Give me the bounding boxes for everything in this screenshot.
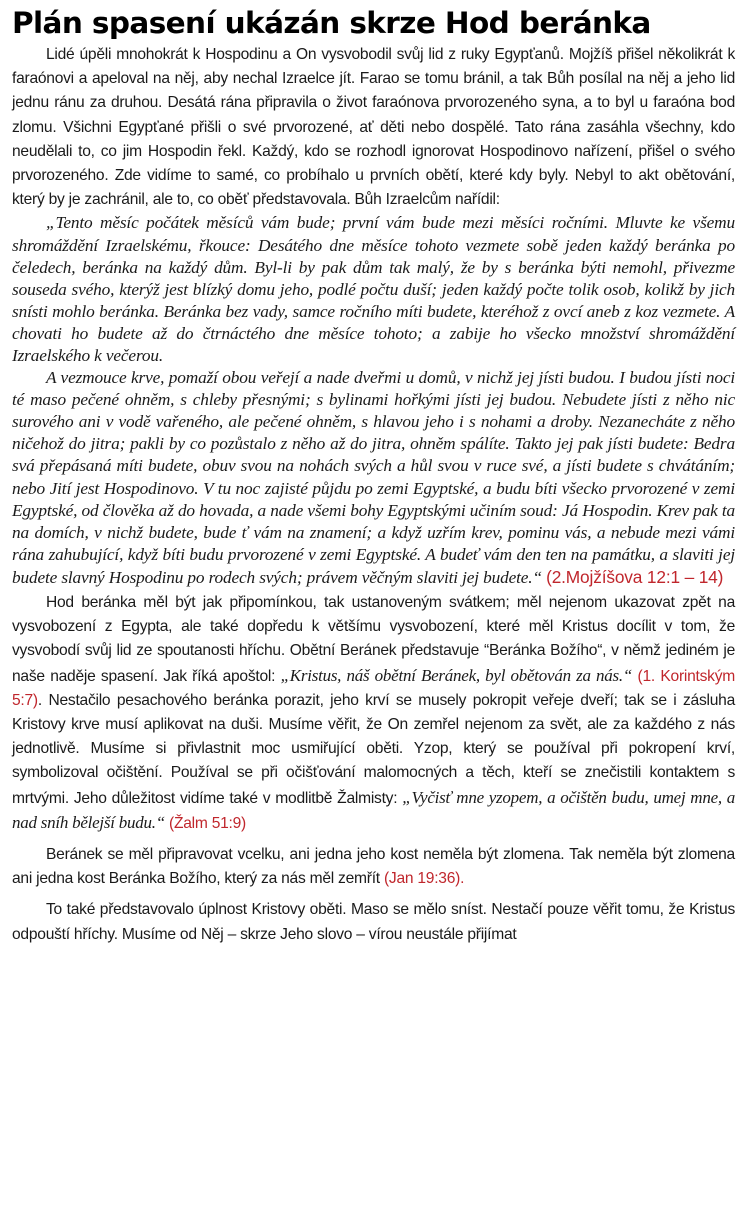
paragraph-passover-text-a: Hod beránka měl být jak připomínkou, tak ustanoveným svátkem; měl nejenom ukazovat zpět na vysvobození z Egypta, ale také dopředu k většímu vysvobození, které měl Kristus docílit v tom, že vysvobodí svůj lid ze spoutanosti hříchu. Obětní Beránek představuje “Beránka Božího“, v němž jediném je naše naděje spasení. Jak říká apoštol:: [12, 594, 735, 685]
scripture-reference-psalm: (Žalm 51:9): [169, 814, 246, 832]
scripture-reference-john: (Jan 19:36).: [383, 870, 465, 888]
paragraph-intro: Lidé úpěli mnohokrát k Hospodinu a On vysvobodil svůj lid z ruky Egypťanů. Mojžíš přišel několikrát k faraónovi a apeloval na něj, aby nechal Izraelce jít. Farao se tomu bránil, a tak Bůh posílal na něj a jeho lid jednu ránu za druhou. Desátá rána připravila o život faraónova prvorozeného syna, a to byl u faraóna bod zlomu. Všichni Egypťané přišli o své prvorozené, ať děti nebo dospělé. Tato rána zasáhla všechny, kdo neudělali to, co jim Hospodin řekl. Každý, kdo se rozhodl ignorovat Hospodinovo nařízení, přišel o svého prvorozeného. Zde vidíme to samé, co probíhalo u prvních obětí, které kdy byly. Nebyl to akt obětování, který by je zachránil, ale to, co oběť představovala. Bůh Izraelcům nařídil:: [12, 46, 735, 209]
page-title: Plán spasení ukázán skrze Hod beránka: [12, 6, 651, 40]
scripture-quote-1: „Tento měsíc počátek měsíců vám bude; první vám bude mezi měsíci ročními. Mluvte ke všemu shromáždění Izraelskému, řkouce: Desátého dne měsíce tohoto vezmete sobě jeden každý beránka po čeledech, beránka na každý dům. Byl-li by pak dům tak malý, že by s beránka býti nemohl, přivezme souseda svého, kterýž jest blízký domu jeho, podlé počtu duší; jeden každý počte tolik osob, kolikž by jich snísti mohlo beránka. Beránka bez vady, samce ročního míti budete, kteréhož z ovcí aneb z koz vezmete. A chovati ho budete až do čtrnáctého dne měsíce tohoto; a zabije ho všecko množství shromáždění Izraelského k večerou.: [12, 213, 735, 365]
inline-quote-psalm: „Vyčisť mne yzopem, a očištěn budu, umej mne, a nad sníh bělejší budu.“: [12, 787, 736, 832]
paragraph-passover: [12, 591, 735, 836]
scripture-quote-2-text: A vezmouce krve, pomaží obou veřejí a nade dveřmi u domů, v nichž jej jísti budou. I budou jísti noci té maso pečené ohněm, s chleby přesnými; s bylinami hořkými jísti jej budou. Nebudete jísti z něho nic surového ani v vodě vařeného, ale pečené ohněm, s hlavou jeho i s nohami a droby. Nezanecháte z něho ničehož do jitra; pakli by co pozůstalo z něho až do jitra, ohněm spálíte. Takto jej pak jísti budete: Bedra svá přepásaná míti budete, obuv svou na nohách svých a hůl svou v ruce své, a jísti budete s chvátáním; nebo Jití jest Hospodinovo. V tu noc zajisté půjdu po zemi Egyptské, a budu bíti všecko prvorozené v zemi Egyptské, od člověka až do hovada, a nade všemi bohy Egyptskými učiním soud: Já Hospodin. Krev pak ta na domích, v nichž budete, bude ť vám na znamení; a když uzřím krev, pominu vás, a nebude mezi vámi rána zahubující, když bíti budu prvorozené v zemi Egyptské. A budeť vám den ten na památku, a slaviti jej budete slavný Hospodinu po rodech svých; právem věčným slaviti jej budete.“: [12, 368, 735, 587]
paragraph-passover-text-b: . Nestačilo pesachového beránka porazit, jeho krví se musely pokropit veřeje dveří; tak se i zásluha Kristovy krve musí aplikovat na duši. Musíme věřit, že On zemřel nejenom za svět, ale za každého z nás jednotlivě. Musíme si přivlastnit moc usmiřující oběti. Yzop, který se používal při pokropení krví, symbolizoval očištění. Používal se při očišťování malomocných a těch, kteří se znečistili kontaktem s mrtvými. Jeho důležitost vidíme také v modlitbě Žalmisty:: [12, 691, 735, 807]
scripture-reference-corinthians: (1. Korintským 5:7): [12, 667, 735, 709]
paragraph-bones: [12, 843, 735, 891]
paragraph-bones-text: Beránek se měl připravovat vcelku, ani jedna jeho kost neměla být zlomena. Tak neměla být zlomena ani jedna kost Beránka Božího, který za nás měl zemřít: [12, 846, 735, 888]
document-page: [12, 6, 735, 947]
paragraph-completeness: To také představovalo úplnost Kristovy oběti. Maso se mělo sníst. Nestačí pouze věřit tomu, že Kristus odpouští hříchy. Musíme od Něj – skrze Jeho slovo – vírou neustále přijímat: [12, 901, 735, 943]
scripture-reference-exodus: (2.Mojžíšova 12:1 – 14): [546, 566, 724, 587]
scripture-quote-2: [12, 367, 735, 589]
inline-quote-corinthians: „Kristus, náš obětní Beránek, byl obětován za nás.“: [280, 665, 633, 685]
